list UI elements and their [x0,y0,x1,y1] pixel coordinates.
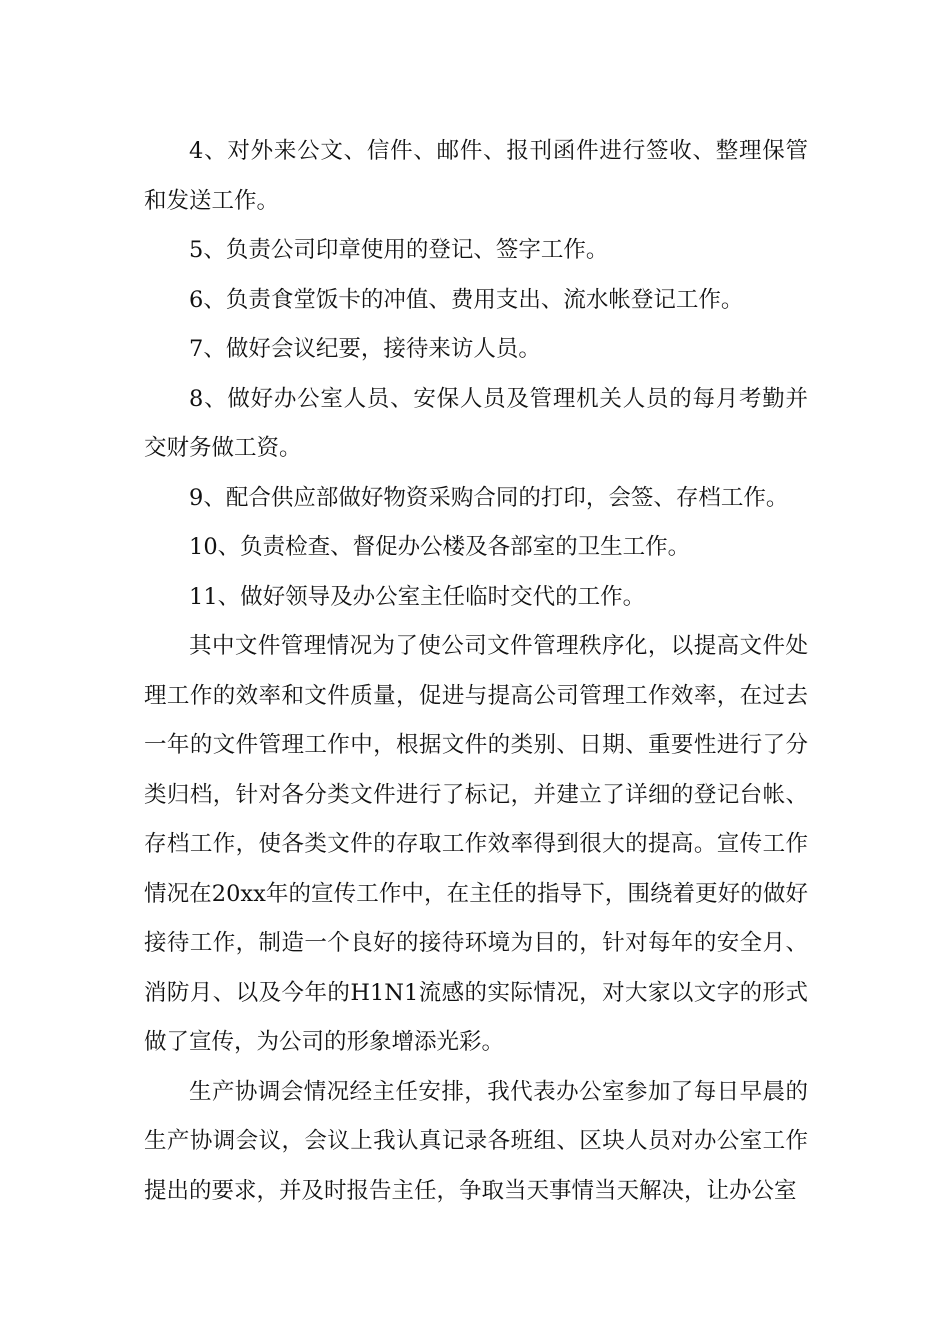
paragraph-item-11: 11、做好领导及办公室主任临时交代的工作。 [189,583,646,610]
paragraph-item-6: 6、负责食堂饭卡的冲值、费用支出、流水帐登记工作。 [189,286,744,313]
paragraph-item-4: 4、对外来公文、信件、邮件、报刊函件进行签收、整理保管和发送工作。 [144,138,808,214]
paragraph-item-7: 7、做好会议纪要，接待来访人员。 [189,336,541,362]
document-body [144,127,808,1216]
paragraph-item-10: 10、负责检查、督促办公楼及各部室的卫生工作。 [189,534,691,560]
paragraph-item-9: 9、配合供应部做好物资采购合同的打印，会签、存档工作。 [189,484,789,511]
paragraph-file-management: 其中文件管理情况为了使公司文件管理秩序化，以提高文件处理工作的效率和文件质量，促进与提高公司管理工作效率，在过去一年的文件管理工作中，根据文件的类别、日期、重要性进行了分类归档，针对各分类文件进行了标记，并建立了详细的登记台帐、存档工作，使各类文件的存取工作效率得到很大的提高。宣传工作情况在20xx年的宣传工作中，在主任的指导下，围绕着更好的做好接待工作，制造一个良好的接待环境为目的，针对每年的安全月、消防月、以及今年的H1N1流感的实际情况，对大家以文字的形式做了宣传，为公司的形象增添光彩。 [144,633,808,1055]
paragraph-production-meeting: 生产协调会情况经主任安排，我代表办公室参加了每日早晨的生产协调会议，会议上我认真记录各班组、区块人员对办公室工作提出的要求，并及时报告主任，争取当天事情当天解决，让办公室 [144,1078,808,1204]
paragraph-item-5: 5、负责公司印章使用的登记、签字工作。 [189,237,609,263]
paragraph-item-8: 8、做好办公室人员、安保人员及管理机关人员的每月考勤并交财务做工资。 [144,385,808,461]
